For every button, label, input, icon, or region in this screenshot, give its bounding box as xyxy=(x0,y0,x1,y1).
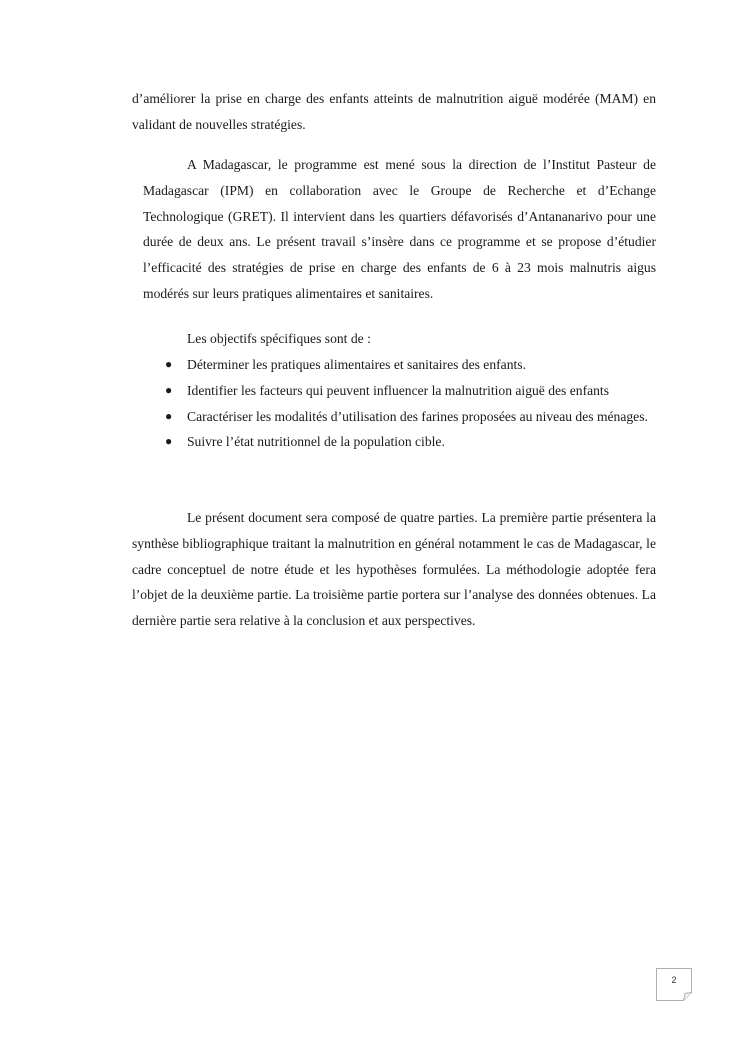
objective-text: Suivre l’état nutritionnel de la population cible. xyxy=(187,434,445,450)
bullet-icon: ● xyxy=(165,408,173,423)
list-item xyxy=(163,429,656,455)
objectives-intro: Les objectifs spécifiques sont de : xyxy=(187,331,371,346)
objective-text: Caractériser les modalités d’utilisation des farines proposées au niveau des ménages. xyxy=(187,408,648,424)
list-item xyxy=(163,404,656,430)
objective-text: Identifier les facteurs qui peuvent influencer la malnutrition aiguë des enfants xyxy=(187,382,610,398)
page-number: 2 xyxy=(671,975,677,985)
bullet-icon: ● xyxy=(165,382,173,397)
objective-text: Déterminer les pratiques alimentaires et sanitaires des enfants. xyxy=(187,357,526,372)
list-item xyxy=(163,352,656,378)
paragraph-programme-madagascar: A Madagascar, le programme est mené sous la direction de l’Institut Pasteur de Madagascar (IPM) en collaboration avec le Groupe de Recherche et d’Echange Technologique (GRET). Il intervient dans les quartiers défavorisés d’Antananarivo pour une durée de deux ans. Le présent travail s’insère dans ce programme et se propose d’étudier l’efficacité des stratégies de prise en charge des enfants de 6 à 23 mois malnutris aigus modérés sur leurs pratiques alimentaires et sanitaires. xyxy=(143,157,656,301)
objectives-list xyxy=(163,352,656,455)
page-number-box xyxy=(656,968,692,1001)
bullet-icon: ● xyxy=(165,434,173,449)
bullet-icon: ● xyxy=(165,357,173,371)
list-item xyxy=(163,378,656,404)
paragraph-continuation: d’améliorer la prise en charge des enfants atteints de malnutrition aiguë modérée (MAM) en validant de nouvelles stratégies. xyxy=(132,91,656,132)
paragraph-document-structure: Le présent document sera composé de quatre parties. La première partie présentera la synthèse bibliographique traitant la malnutrition en général notamment le cas de Madagascar, le cadre conceptuel de notre étude et les hypothèses formulées. La méthodologie adoptée fera l’objet de la deuxième partie. La troisième partie portera sur l’analyse des données obtenues. La dernière partie sera relative à la conclusion et aux perspectives. xyxy=(132,510,656,629)
